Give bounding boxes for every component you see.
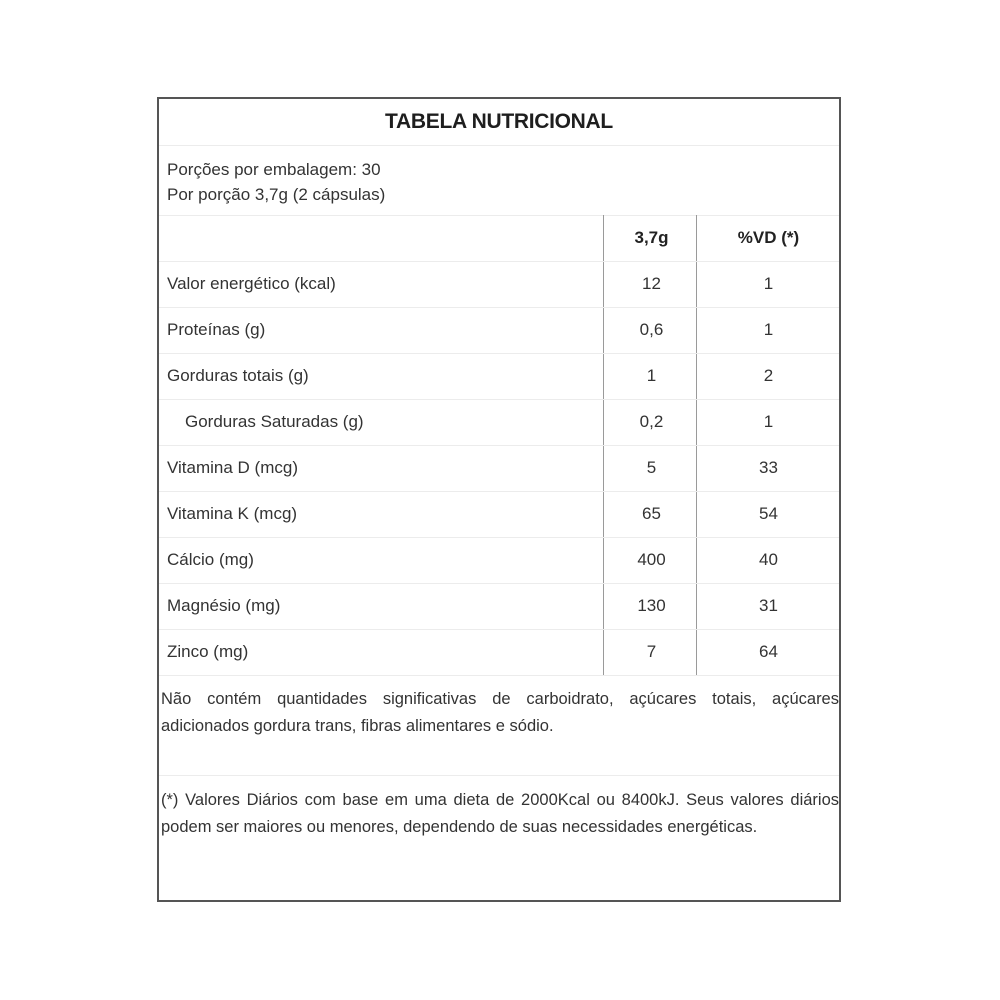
nutrient-daily-value: 64 [759,642,778,661]
nutrient-daily-value: 1 [763,274,774,293]
divider [159,675,839,676]
nutrient-label: Gorduras Saturadas (g) [185,412,364,431]
nutrient-amount: 12 [642,274,661,293]
nutrient-amount: 400 [637,550,666,569]
servings-per-package: Porções por embalagem: 30 [167,160,381,179]
nutrient-label: Vitamina D (mcg) [167,458,298,477]
divider [159,775,839,776]
servings-info [167,157,385,207]
nutrient-daily-value: 31 [759,596,778,615]
portion-size: Por porção 3,7g (2 cápsulas) [167,185,386,204]
nutrient-daily-value: 2 [763,366,774,385]
not-significant-note: Não contém quantidades significativas de carboidrato, açúcares totais, açúcares adicionados gordura trans, fibras alimentares e sódio. [161,690,839,735]
nutrient-label: Cálcio (mg) [167,550,254,569]
nutrient-label: Gorduras totais (g) [167,366,309,385]
nutrient-amount: 130 [637,596,666,615]
nutrient-label: Proteínas (g) [167,320,266,339]
nutrient-label: Valor energético (kcal) [167,274,336,293]
table-title: TABELA NUTRICIONAL [385,110,613,133]
nutrient-daily-value: 1 [763,412,774,431]
header-daily-value: %VD (*) [737,228,800,247]
nutrient-daily-value: 33 [759,458,778,477]
daily-values-note: (*) Valores Diários com base em uma dieta de 2000Kcal ou 8400kJ. Seus valores diários podem ser maiores ou menores, dependendo de suas necessidades energéticas. [161,791,839,836]
nutrient-label: Magnésio (mg) [167,596,281,615]
nutrient-amount: 0,2 [639,412,664,431]
nutrient-amount: 1 [646,366,657,385]
nutrient-amount: 65 [642,504,661,523]
nutrient-daily-value: 54 [759,504,778,523]
divider [159,145,839,146]
nutrient-daily-value: 1 [763,320,774,339]
nutrient-amount: 7 [646,642,657,661]
nutrient-amount: 5 [646,458,657,477]
nutrient-daily-value: 40 [759,550,778,569]
nutrition-table [157,97,841,902]
nutrient-label: Zinco (mg) [167,642,249,661]
header-amount: 3,7g [634,228,669,247]
nutrient-label: Vitamina K (mcg) [167,504,298,523]
nutrient-amount: 0,6 [639,320,664,339]
